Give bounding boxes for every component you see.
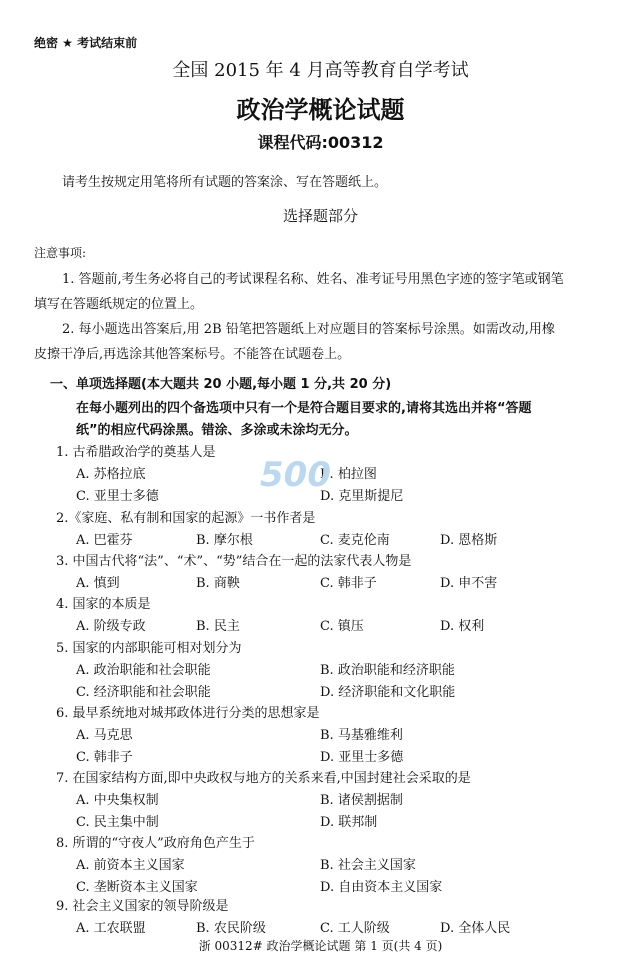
exam-title: 全国 2015 年 4 月高等教育自学考试 [172,60,469,81]
question-stem: 2.《家庭、私有制和国家的起源》一书作者是 [56,511,316,526]
answer-option: B. 民主 [196,619,240,634]
question-stem: 9. 社会主义国家的领导阶级是 [56,899,229,914]
answer-option: A. 马克思 [76,728,133,743]
paper-title: 政治学概论试题 [236,96,405,124]
note-line: 填写在答题纸规定的位置上。 [34,297,204,312]
answer-option: B. 农民阶级 [196,921,266,936]
answer-option: C. 垄断资本主义国家 [76,880,198,895]
section-one-desc: 纸”的相应代码涂黑。错涂、多涂或未涂均无分。 [76,423,358,438]
answer-option: A. 中央集权制 [76,793,159,808]
answer-option: A. 巴霍芬 [76,533,133,548]
answer-option: D. 经济职能和文化职能 [320,685,456,700]
answer-option: C. 经济职能和社会职能 [76,685,211,700]
answer-option: C. 亚里士多德 [76,489,159,504]
answer-instruction: 请考生按规定用笔将所有试题的答案涂、写在答题纸上。 [62,175,388,190]
answer-option: D. 权利 [440,619,485,634]
answer-option: B. 社会主义国家 [320,858,416,873]
page-footer: 浙 00312# 政治学概论试题 第 1 页(共 4 页) [198,939,443,953]
answer-option: A. 工农联盟 [76,921,146,936]
answer-option: D. 全体人民 [440,921,511,936]
answer-option: D. 克里斯提尼 [320,489,404,504]
answer-option: D. 申不害 [440,576,498,591]
section-title: 选择题部分 [282,207,358,225]
answer-option: B. 商鞅 [196,576,240,591]
answer-option: D. 恩格斯 [440,533,498,548]
answer-option: C. 民主集中制 [76,815,159,830]
answer-option: D. 自由资本主义国家 [320,880,443,895]
answer-option: B. 摩尔根 [196,533,253,548]
answer-option: B. 诸侯割据制 [320,793,403,808]
answer-option: D. 亚里士多德 [320,750,404,765]
secret-label: 绝密 ★ 考试结束前 [34,36,138,50]
answer-option: A. 慎到 [76,576,120,591]
question-stem: 3. 中国古代将“法”、“术”、“势”结合在一起的法家代表人物是 [56,554,412,569]
answer-option: C. 韩非子 [76,750,133,765]
section-one-desc: 在每小题列出的四个备选项中只有一个是符合题目要求的,请将其选出并将“答题 [76,401,532,416]
answer-option: C. 镇压 [320,619,364,634]
answer-option: A. 苏格拉底 [76,467,146,482]
answer-option: C. 麦克伦南 [320,533,390,548]
question-stem: 1. 古希腊政治学的奠基人是 [56,445,216,460]
answer-option: A. 阶级专政 [76,619,146,634]
question-stem: 5. 国家的内部职能可相对划分为 [56,641,242,656]
answer-option: B. 政治职能和经济职能 [320,663,455,678]
note-line: 1. 答题前,考生务必将自己的考试课程名称、姓名、准考证号用黑色字迹的签字笔或钢笔 [62,272,564,287]
answer-option: C. 韩非子 [320,576,377,591]
note-line: 皮擦干净后,再选涂其他答案标号。不能答在试题卷上。 [34,347,351,362]
answer-option: A. 前资本主义国家 [76,858,185,873]
question-stem: 8. 所谓的“守夜人”政府角色产生于 [56,836,255,851]
answer-option: C. 工人阶级 [320,921,390,936]
answer-option: D. 联邦制 [320,815,378,830]
watermark-text: 500 [260,455,331,495]
question-stem: 6. 最早系统地对城邦政体进行分类的思想家是 [56,706,320,721]
answer-option: A. 政治职能和社会职能 [76,663,211,678]
answer-option: B. 马基雅维利 [320,728,403,743]
question-stem: 4. 国家的本质是 [56,597,151,612]
section-one-header: 一、单项选择题(本大题共 20 小题,每小题 1 分,共 20 分) [50,377,392,392]
question-stem: 7. 在国家结构方面,即中央政权与地方的关系来看,中国封建社会采取的是 [56,771,471,786]
notes-heading: 注意事项: [34,246,87,260]
course-code: 课程代码:00312 [257,133,384,152]
watermark-logo [256,452,346,496]
answer-option: B. 柏拉图 [320,467,377,482]
note-line: 2. 每小题选出答案后,用 2B 铅笔把答题纸上对应题目的答案标号涂黑。如需改动,用橡 [62,322,555,337]
